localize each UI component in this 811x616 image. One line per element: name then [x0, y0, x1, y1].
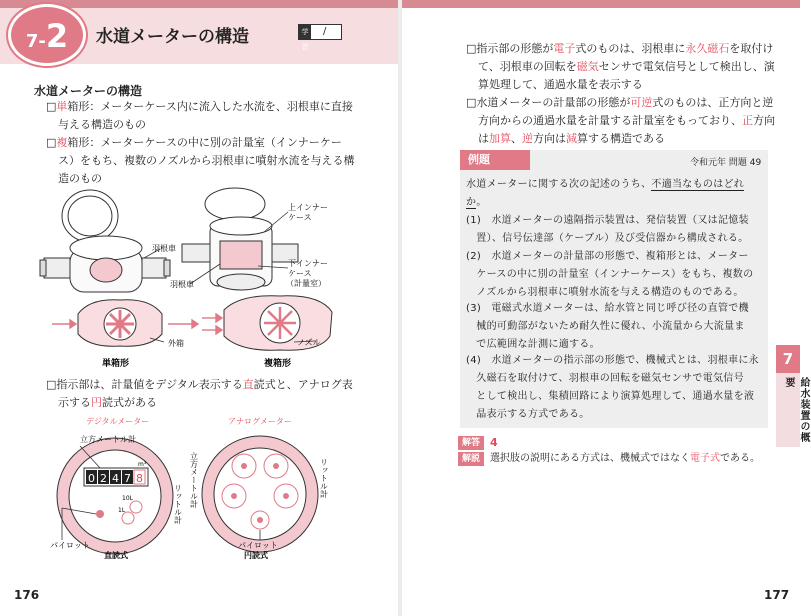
label-pilot-digital: パイロット	[50, 541, 90, 550]
label-upper-inner: 上インナー	[288, 203, 328, 212]
label-liter-analog: リットル計	[319, 458, 329, 498]
digit-3: 4	[112, 472, 119, 485]
question-stem: 水道メーターに関する次の記述のうち、不適当なものはどれ か。	[466, 179, 745, 208]
label-pilot-analog: パイロット	[238, 541, 278, 550]
label-cubic-meter: 立方メートル計	[80, 435, 136, 444]
bullet-electronic: □指示部の形態が電子式のものは、羽根車に永久磁石を取付け て、羽根車の回転を磁気センサで電気信号として検出し、演 算処理して、通過水量を表示する	[466, 42, 775, 91]
label-nozzle: ノズル	[297, 338, 321, 347]
label-10l: 10L	[122, 495, 133, 502]
label-upper-inner-2: ケース	[288, 213, 312, 222]
label-m3: m³	[138, 461, 147, 468]
answer-label: 解答	[458, 436, 484, 450]
example-label: 例題	[460, 150, 530, 170]
option-4: (4) 水道メーターの指示部の形態で、機械式とは、羽根車に永 久磁石を取付けて、羽根車の回転を磁気センサで電気信号 として検出し、集積回路により演算処理して、通過水量を液 晶表示する方式である。	[466, 355, 759, 420]
multi-box-meter-illustration	[182, 188, 298, 290]
example-source: 令和元年 問題 49	[690, 158, 762, 168]
label-outer-box: 外箱	[168, 339, 184, 348]
bullet-single-box: □単箱形：メーターケース内に流入した水流を、羽根車に直接 与える構造のもの	[46, 100, 353, 131]
single-box-cross-section	[78, 300, 162, 346]
explanation-label: 解説	[458, 452, 484, 466]
label-impeller-1: 羽根車	[152, 244, 176, 253]
caption-direct-reading: 直読式	[104, 551, 128, 560]
meter-structure-figure	[40, 186, 370, 372]
explanation-text: 選択肢の説明にある方式は、機械式ではなく電子式である。	[490, 453, 760, 464]
chapter-tab-number: 7	[776, 345, 800, 373]
label-impeller-2: 羽根車	[170, 280, 194, 289]
option-1: (1) 水道メーターの遠隔指示装置は、発信装置（又は記憶装 置）、信号伝達部（ケーブル）及び受信器から構成される。	[466, 215, 749, 244]
study-check-box[interactable]: 学習 /	[298, 24, 342, 40]
page-number-left: 176	[14, 588, 40, 602]
label-lower-inner-2: ケース	[288, 269, 312, 278]
bullet-multi-box: □複箱形：メーターケースの中に別の計量室（インナーケー ス）をもち、複数のノズルから羽根車に噴射水流を与える構 造のもの	[46, 136, 355, 185]
caption-single-box: 単箱形	[102, 359, 130, 369]
answer-value: 4	[490, 436, 498, 449]
caption-circle-reading: 円読式	[244, 551, 268, 560]
label-1l: 1L	[118, 507, 126, 514]
digit-1: 0	[88, 472, 95, 485]
page-number-right: 177	[764, 588, 790, 602]
chapter-tab-title: 給水装置の概要	[783, 377, 809, 443]
digital-counter	[86, 470, 145, 485]
caption-multi-box: 複箱形	[264, 359, 292, 369]
single-box-meter-illustration	[40, 190, 170, 292]
indicator-figure	[40, 412, 380, 562]
label-analog-meter: アナログメーター	[228, 417, 292, 426]
option-3: (3) 電磁式水道メーターは、給水管と同じ呼び径の直管で機 械的可動部がないため耐久性に優れ、小流量から大流量ま で広範囲な計測に適する。	[466, 303, 749, 350]
label-lower-inner-3: （計量室）	[286, 279, 326, 288]
section-number-badge: 7-2	[8, 4, 86, 66]
digital-meter-dial	[57, 438, 173, 554]
label-liter-digital: リットル計	[173, 484, 183, 524]
bullet-reversible: □水道メーターの計量部の形態が可逆式のものは、正方向と逆 方向からの通過水量を計量する計量室をもっており、正方向 は加算、逆方向は減算する構造である	[466, 96, 775, 145]
bullet-indicator: □指示部は、計量値をデジタル表示する直読式と、アナログ表 示する円読式がある	[46, 378, 353, 409]
option-2: (2) 水道メーターの計量部の形態で、複箱形とは、メーター ケースの中に別の計量室（インナーケース）をもち、複数の ノズルから羽根車に噴射水流を与える構造のものである。	[466, 251, 754, 298]
digit-2: 2	[100, 472, 107, 485]
digit-4: 7	[124, 472, 131, 485]
subsection-title: 水道メーターの構造	[34, 84, 143, 98]
label-lower-inner: 下インナー	[288, 259, 328, 268]
label-digital-meter: デジタルメーター	[86, 417, 150, 426]
book-spine	[398, 0, 402, 616]
left-page	[0, 0, 398, 616]
digit-5: 8	[136, 472, 143, 485]
label-cubic-meter-vertical: 立方メートル計	[189, 452, 199, 508]
section-title: 水道メーターの構造	[96, 27, 249, 47]
chapter-tab[interactable]	[776, 345, 809, 447]
